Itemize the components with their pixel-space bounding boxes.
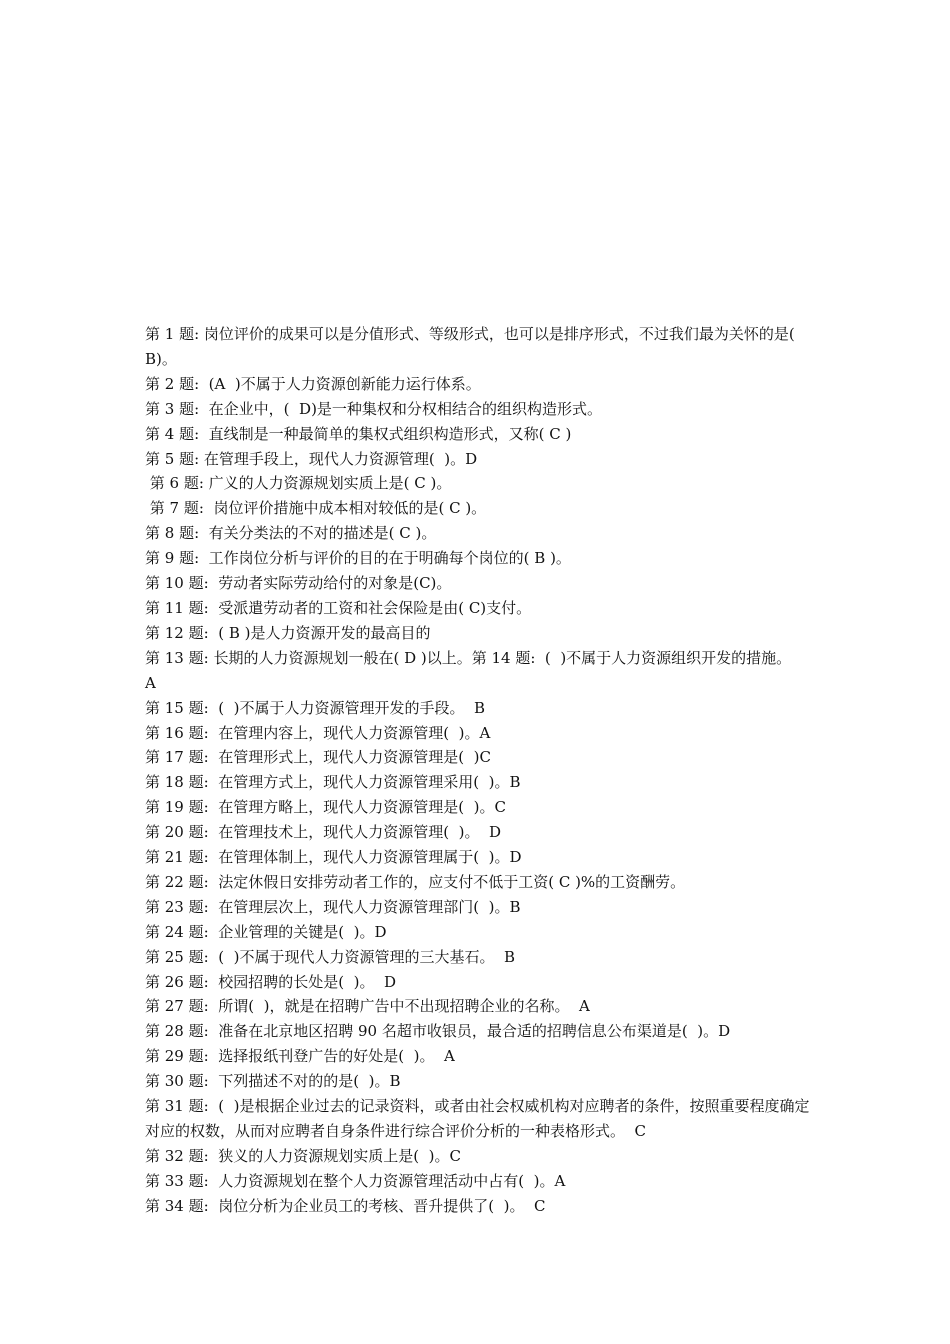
question-2: 第 2 题: (A )不属于人力资源创新能力运行体系。 <box>145 374 481 393</box>
question-12: 第 12 题: ( B )是人力资源开发的最高目的 <box>145 623 431 642</box>
question-16: 第 16 题: 在管理内容上，现代人力资源管理( )。A <box>145 723 491 742</box>
question-26: 第 26 题: 校园招聘的长处是( )。 D <box>145 972 397 991</box>
question-5: 第 5 题: 在管理手段上，现代人力资源管理( )。D <box>145 449 478 468</box>
question-33: 第 33 题: 人力资源规划在整个人力资源管理活动中占有( )。A <box>145 1171 566 1190</box>
question-28: 第 28 题: 准备在北京地区招聘 90 名超市收银员，最合适的招聘信息公布渠道是( )。D <box>145 1022 731 1041</box>
question-34: 第 34 题: 岗位分析为企业员工的考核、晋升提供了( )。 C <box>145 1196 546 1215</box>
question-3: 第 3 题: 在企业中，( D)是一种集权和分权相结合的组织构造形式。 <box>145 399 602 418</box>
question-24: 第 24 题: 企业管理的关键是( )。D <box>145 922 387 941</box>
question-15: 第 15 题: ( )不属于人力资源管理开发的手段。 B <box>145 698 486 717</box>
question-29: 第 29 题: 选择报纸刊登广告的好处是( )。 A <box>145 1047 455 1066</box>
question-18: 第 18 题: 在管理方式上，现代人力资源管理采用( )。B <box>145 773 521 792</box>
question-25: 第 25 题: ( )不属于现代人力资源管理的三大基石。 B <box>145 947 516 966</box>
question-17: 第 17 题: 在管理形式上，现代人力资源管理是( )C <box>145 748 491 767</box>
question-30: 第 30 题: 下列描述不对的的是( )。B <box>145 1072 401 1091</box>
question-31: 第 31 题: ( )是根据企业过去的记录资料，或者由社会权威机构对应聘者的条件，按照重要程度确定对应的权数，从而对应聘者自身条件进行综合评价分析的一种表格形式。 C <box>145 1097 810 1140</box>
question-8: 第 8 题: 有关分类法的不对的描述是( C )。 <box>145 524 437 543</box>
question-22: 第 22 题: 法定休假日安排劳动者工作的，应支付不低于工资( C )%的工资酬劳。 <box>145 872 686 891</box>
question-19: 第 19 题: 在管理方略上，现代人力资源管理是( )。C <box>145 798 506 817</box>
question-27: 第 27 题: 所谓( )，就是在招聘广告中不出现招聘企业的名称。 A <box>145 997 590 1016</box>
question-1: 第 1 题: 岗位评价的成果可以是分值形式、等级形式，也可以是排序形式，不过我们最为关怀的是( B)。 <box>145 325 805 368</box>
question-21: 第 21 题: 在管理体制上，现代人力资源管理属于( )。D <box>145 848 522 867</box>
question-4: 第 4 题: 直线制是一种最简单的集权式组织构造形式，又称( C ) <box>145 424 572 443</box>
question-23: 第 23 题: 在管理层次上，现代人力资源管理部门( )。B <box>145 897 521 916</box>
question-20: 第 20 题: 在管理技术上，现代人力资源管理( )。 D <box>145 823 502 842</box>
question-10: 第 10 题: 劳动者实际劳动给付的对象是(C)。 <box>145 574 452 593</box>
question-6: 第 6 题: 广义的人力资源规划实质上是( C )。 <box>145 474 452 493</box>
question-11: 第 11 题: 受派遣劳动者的工资和社会保险是由( C)支付。 <box>145 598 532 617</box>
question-32: 第 32 题: 狭义的人力资源规划实质上是( )。C <box>145 1146 461 1165</box>
question-7: 第 7 题: 岗位评价措施中成本相对较低的是( C )。 <box>145 499 487 518</box>
question-9: 第 9 题: 工作岗位分析与评价的目的在于明确每个岗位的( B )。 <box>145 549 571 568</box>
question-list <box>145 322 810 1219</box>
question-13-14: 第 13 题: 长期的人力资源规划一般在( D )以上。第 14 题: ( )不属于人力资源组织开发的措施。 A <box>145 648 801 692</box>
